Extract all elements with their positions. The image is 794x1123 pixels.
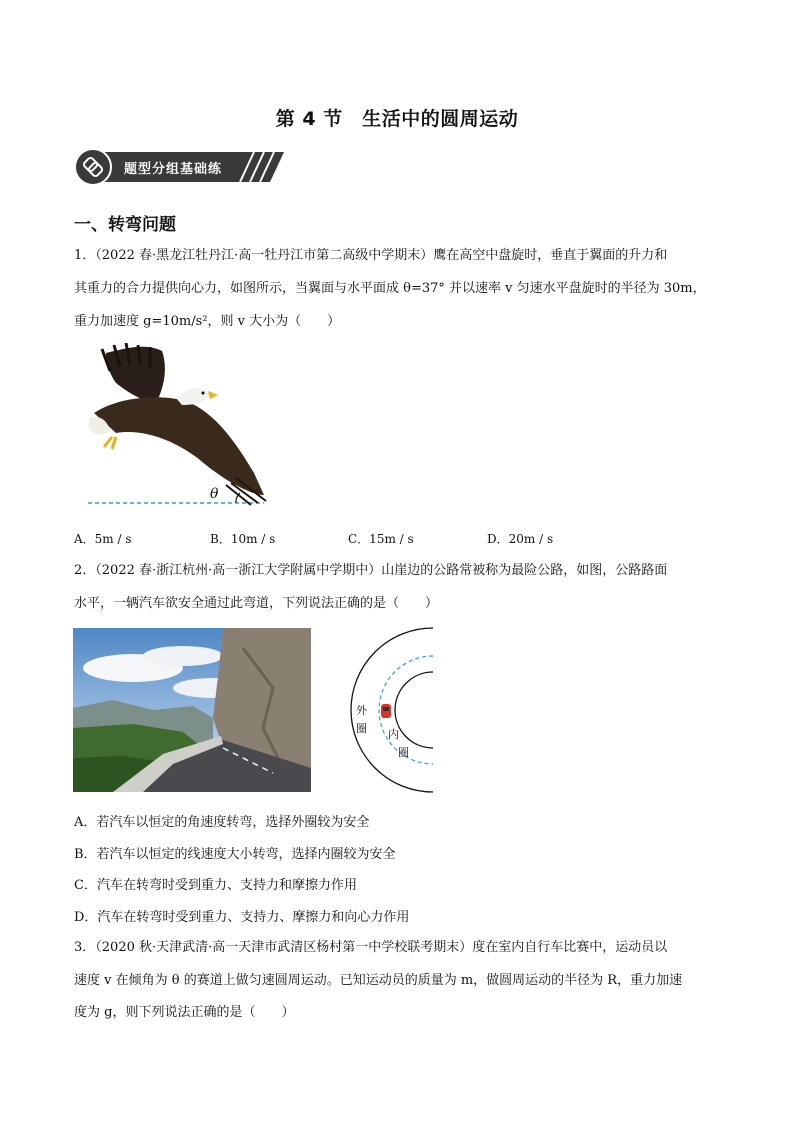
inner-ring-label-2: 圈 [398,746,409,759]
q2-option-b: B．若汽车以恒定的线速度大小转弯，选择内圈较为安全 [74,847,396,862]
question-1-line-2: 其重力的合力提供向心力，如图所示，当翼面与水平面成 θ=37° 并以速率 v 匀速水平盘旋时的半径为 30m， [74,281,706,296]
q1-option-d: D．20m / s [487,532,554,546]
outer-ring-label-1: 外 [356,704,367,717]
q2-option-a: A．若汽车以恒定的角速度转弯，选择外圈较为安全 [74,815,370,830]
question-1-line-1: 1．（2022 春·黑龙江牡丹江·高一牡丹江市第二高级中学期末）鹰在高空中盘旋时，垂直于翼面的升力和 [74,248,668,263]
question-3-line-1: 3．（2020 秋·天津武清·高一天津市武清区杨村第一中学校联考期末）度在室内自行车比赛中，运动员以 [74,940,668,955]
inner-ring-label-1: 内 [388,728,399,741]
q1-option-c: C．15m / s [348,532,414,546]
mountain-road-photo [73,628,311,792]
q1-option-b: B．10m / s [210,532,276,546]
banner-text: 题型分组基础练 [124,162,223,177]
page-title: 第 4 节 生活中的圆周运动 [275,108,519,130]
question-3-line-2: 速度 v 在倾角为 θ 的赛道上做匀速圆周运动。已知运动员的质量为 m，做圆周运动的半径为 R，重力加速 [74,973,683,988]
theta-label: θ [210,486,219,502]
question-2-line-2: 水平，一辆汽车欲安全通过此弯道，下列说法正确的是（ ） [74,596,439,611]
q2-option-d: D．汽车在转弯时受到重力、支持力、摩擦力和向心力作用 [74,910,410,925]
outer-ring-label-2: 圈 [356,722,367,735]
section-heading: 一、转弯问题 [74,215,176,235]
question-1-line-3: 重力加速度 g=10m/s²，则 v 大小为（ ） [74,314,341,329]
car-icon [381,704,391,718]
question-2-line-1: 2．（2022 春·浙江杭州·高一浙江大学附属中学期中）山崖边的公路常被称为最险公路，如图，公路路面 [74,563,668,578]
q2-option-c: C．汽车在转弯时受到重力、支持力和摩擦力作用 [74,878,357,893]
q1-option-a: A．5m / s [74,532,132,546]
eagle-figure [86,343,276,508]
question-3-line-3: 度为 g，则下列说法正确的是（ ） [74,1005,295,1020]
